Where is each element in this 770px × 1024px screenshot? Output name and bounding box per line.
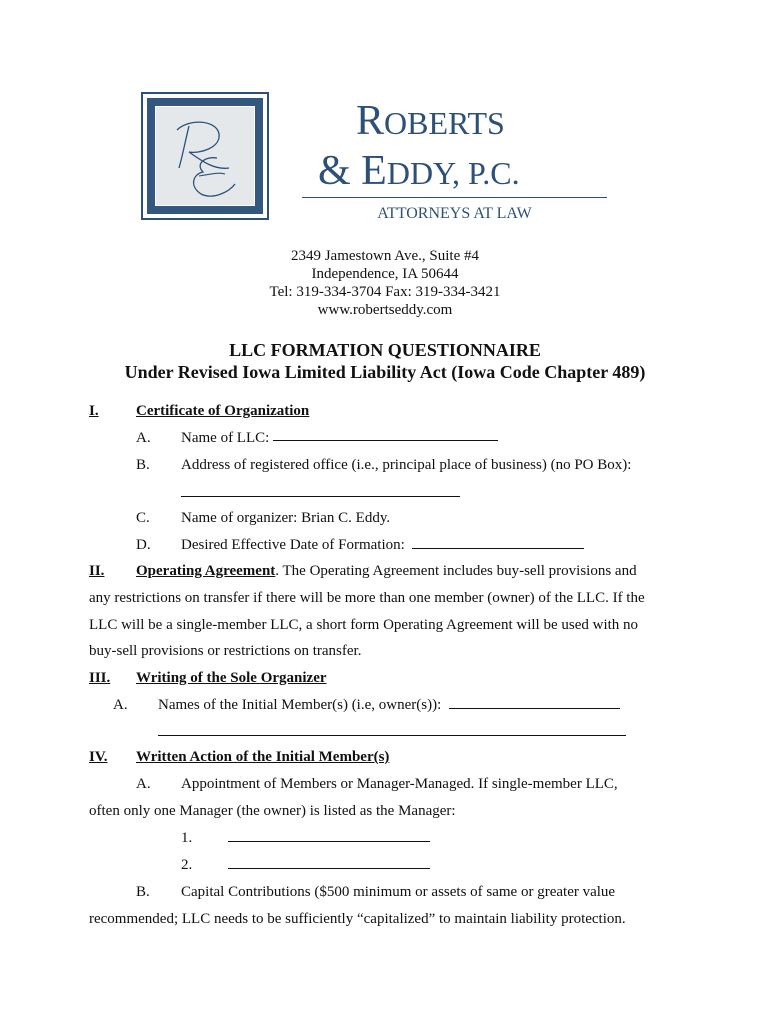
section-3a-text: Names of the Initial Member(s) (i.e, owner(s)):	[158, 697, 442, 713]
logo-monogram-panel	[155, 106, 255, 206]
section-2-line2: any restrictions on transfer if there will be more than one member (owner) of the LLC. If the	[89, 590, 645, 606]
website-link[interactable]: www.robertseddy.com	[317, 302, 453, 318]
firm-name-and-e: & E	[318, 148, 387, 194]
firm-name-initial-r: R	[356, 98, 385, 144]
firm-name-roberts: OBERTS	[384, 105, 505, 141]
section-2-line3: LLC will be a single-member LLC, a short form Operating Agreement will be used with no	[89, 617, 639, 633]
section-3-number: III.	[89, 670, 111, 686]
document-subtitle: Under Revised Iowa Limited Liability Act (Iowa Code Chapter 489)	[124, 362, 646, 382]
section-4-heading: Written Action of the Initial Member(s)	[136, 749, 390, 765]
section-1b-label: B.	[136, 457, 150, 473]
section-2-number: II.	[89, 563, 105, 579]
section-3a-label: A.	[113, 697, 128, 713]
section-1a-text: Name of LLC:	[181, 430, 270, 446]
logo-frame	[147, 98, 263, 214]
section-2-line1-text: . The Operating Agreement includes buy-sell provisions and	[275, 563, 637, 579]
phone-line: Tel: 319-334-3704 Fax: 319-334-3421	[269, 284, 501, 300]
letterhead-divider	[302, 197, 607, 198]
section-4a-label: A.	[136, 776, 151, 792]
section-1b-text: Address of registered office (i.e., principal place of business) (no PO Box):	[181, 457, 632, 473]
section-1c-text: Name of organizer: Brian C. Eddy.	[181, 510, 391, 526]
manager-2-field[interactable]	[228, 868, 430, 869]
firm-name-pc: , P.C.	[452, 155, 520, 191]
section-4-number: IV.	[89, 749, 108, 765]
firm-name-eddy: DDY	[386, 155, 453, 191]
address-line2: Independence, IA 50644	[311, 266, 459, 282]
section-4a-line2: often only one Manager (the owner) is listed as the Manager:	[89, 803, 456, 819]
section-1d-label: D.	[136, 537, 151, 553]
firm-name-line1	[356, 100, 596, 144]
section-1a-label: A.	[136, 430, 151, 446]
section-1-heading: Certificate of Organization	[136, 403, 310, 419]
section-3-heading: Writing of the Sole Organizer	[136, 670, 327, 686]
section-2-line1	[136, 562, 637, 580]
section-1-number: I.	[89, 403, 99, 419]
manager-1-field[interactable]	[228, 841, 430, 842]
manager-item-1-label: 1.	[181, 830, 193, 846]
firm-tagline: ATTORNEYS AT LAW	[377, 205, 532, 222]
section-2-heading: Operating Agreement	[136, 563, 276, 579]
initial-members-field-1[interactable]	[449, 708, 620, 709]
registered-office-field[interactable]	[181, 496, 460, 497]
effective-date-field[interactable]	[412, 548, 584, 549]
firm-logo	[141, 92, 269, 220]
llc-name-field[interactable]	[273, 440, 498, 441]
section-4b-line2: recommended; LLC needs to be sufficiently “capitalized” to maintain liability protection.	[89, 911, 626, 927]
initial-members-field-2[interactable]	[158, 735, 626, 736]
document-title: LLC FORMATION QUESTIONNAIRE	[229, 340, 541, 360]
section-4b-line1: Capital Contributions ($500 minimum or assets of same or greater value	[181, 884, 616, 900]
monogram-icon	[159, 110, 259, 210]
firm-name-line2	[318, 150, 608, 194]
section-1c-label: C.	[136, 510, 150, 526]
manager-item-2-label: 2.	[181, 857, 193, 873]
address-line1: 2349 Jamestown Ave., Suite #4	[290, 248, 480, 264]
section-4b-label: B.	[136, 884, 150, 900]
section-2-line4: buy-sell provisions or restrictions on transfer.	[89, 643, 362, 659]
section-4a-line1: Appointment of Members or Manager-Managed. If single-member LLC,	[181, 776, 618, 792]
section-1d-text: Desired Effective Date of Formation:	[181, 537, 405, 553]
